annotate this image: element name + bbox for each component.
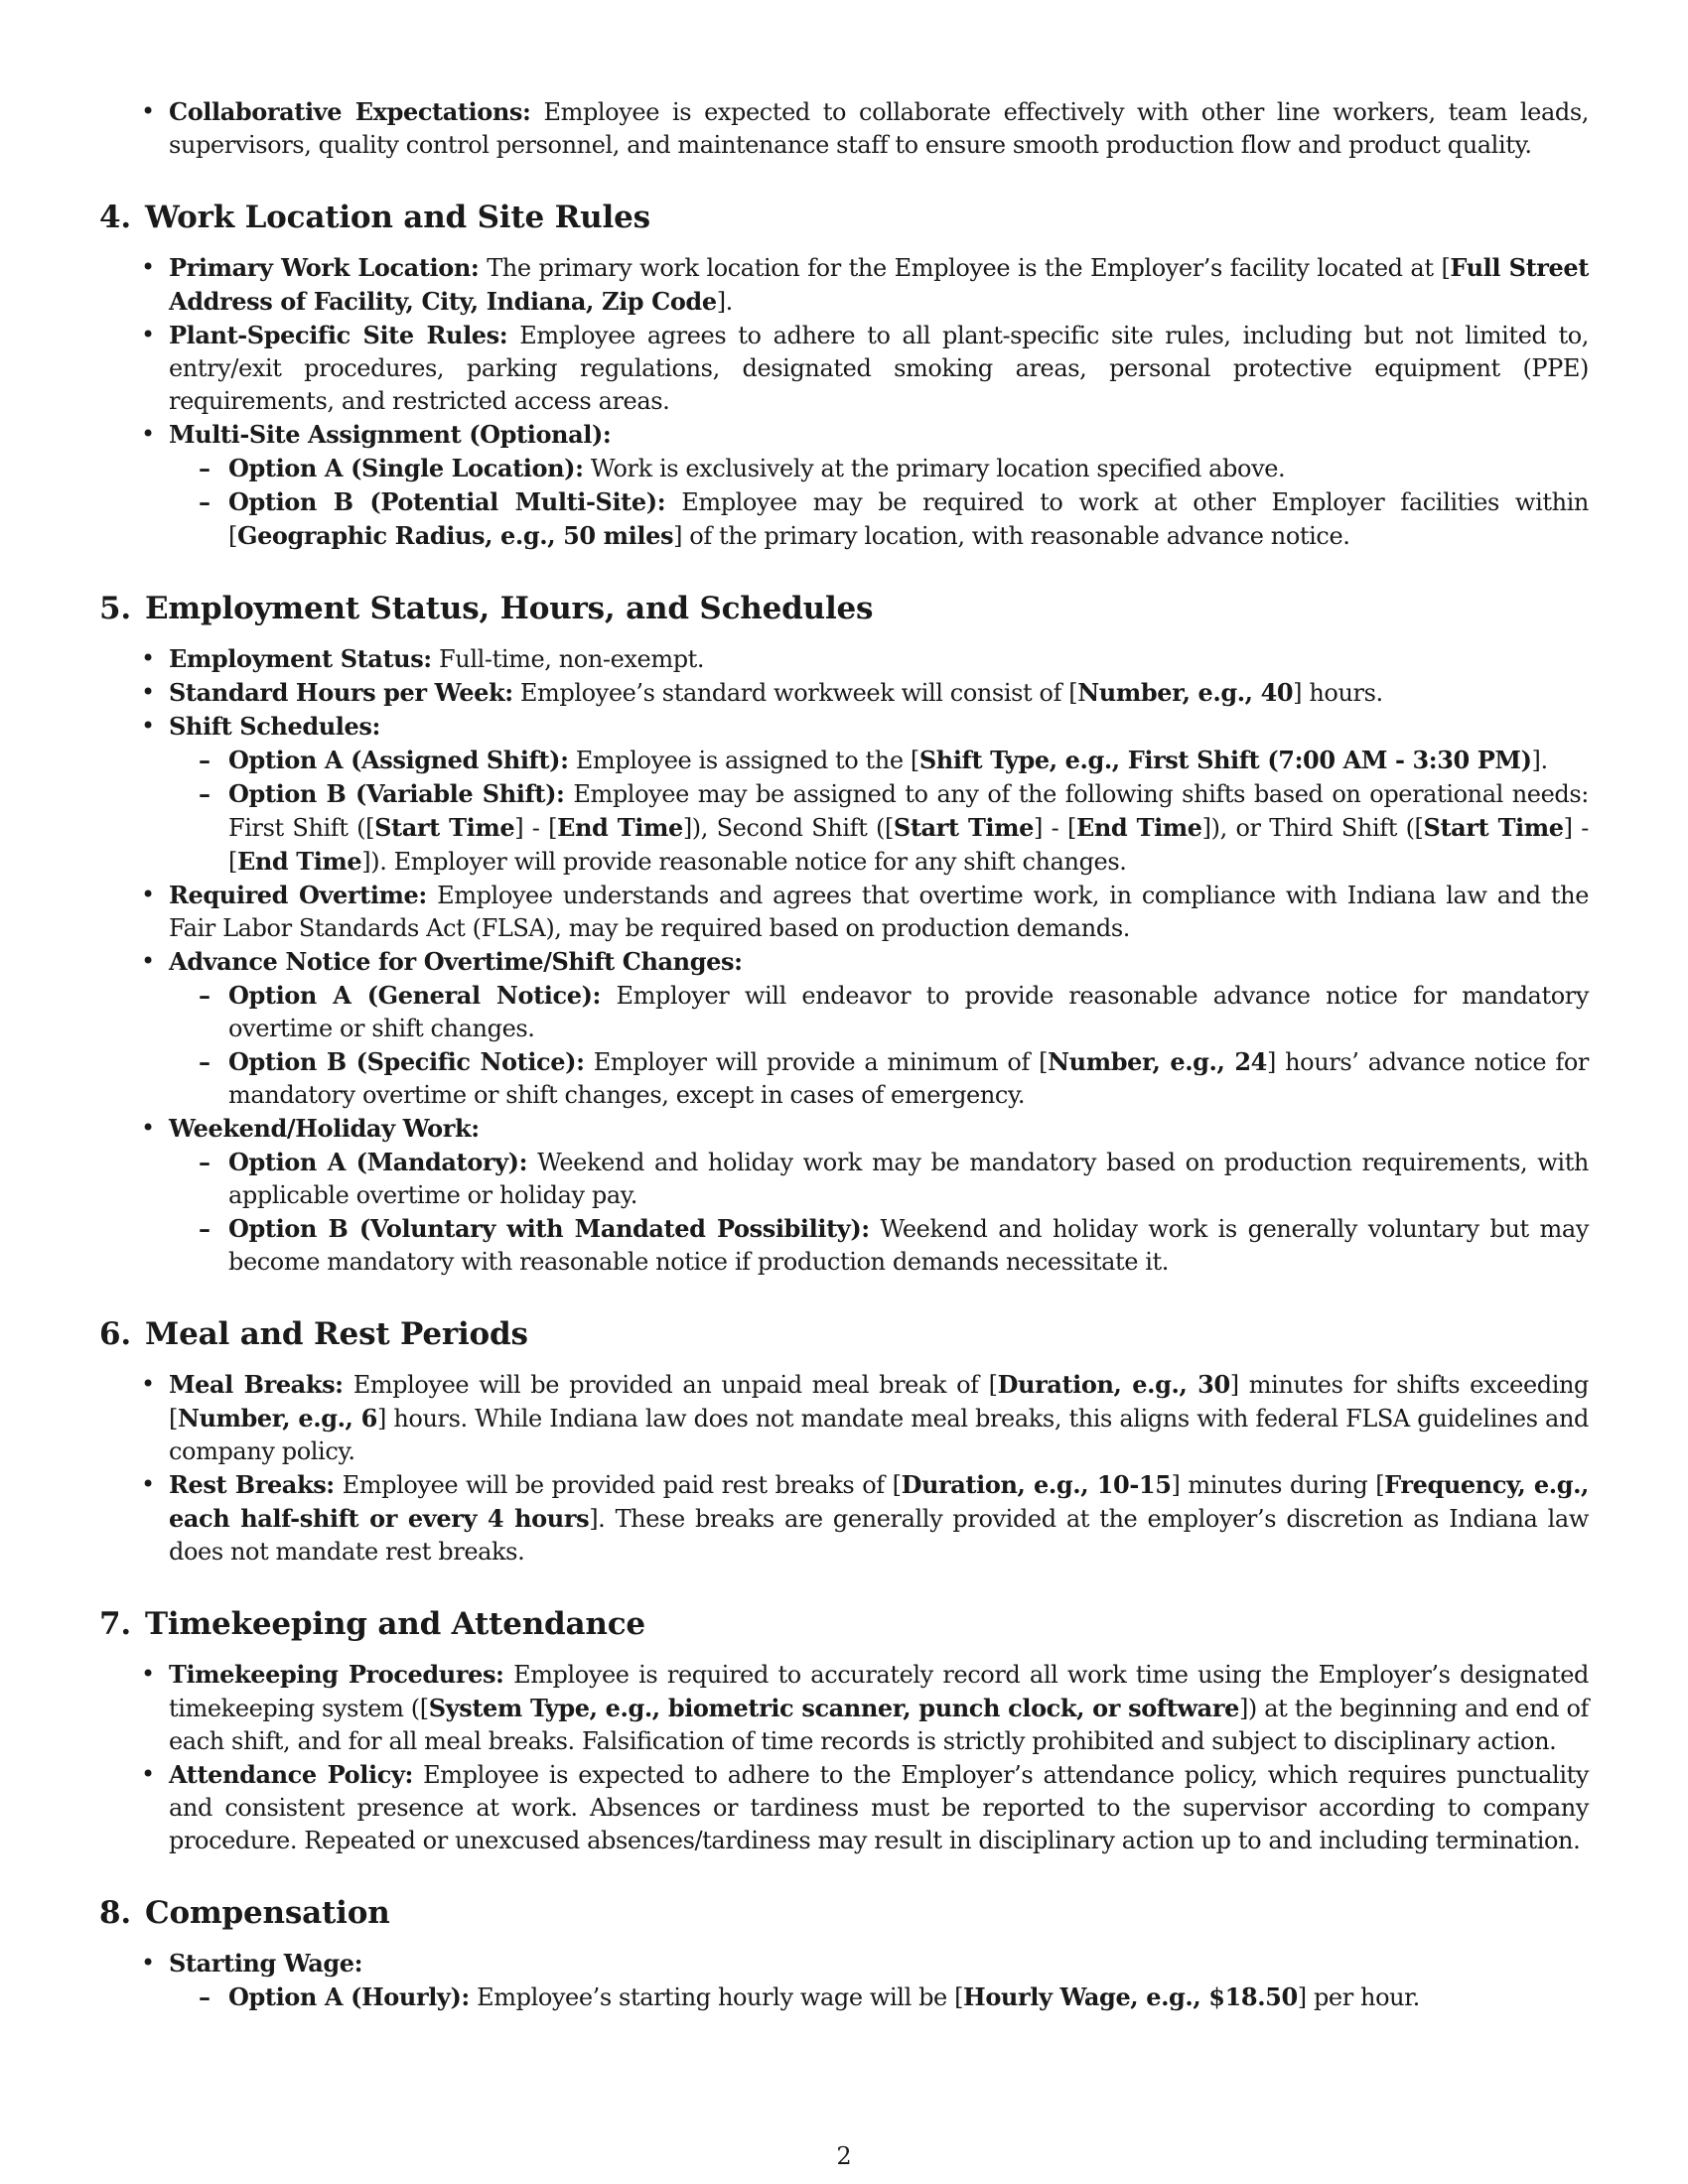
- bullet-list: [99, 1658, 1589, 1857]
- section-heading: 7. Timekeeping and Attendance: [99, 1606, 645, 1642]
- list-item: • Required Overtime: Employee understands and agrees that overtime work, in compliance with Indiana law and the Fair Labor Standards Act (FLSA), may be required based on production demands.: [169, 879, 1589, 945]
- list-item: • Collaborative Expectations: Employee is expected to collaborate effectively with other line workers, team leads, supervisors, quality control personnel, and maintenance staff to ensure smooth production flow and product quality.: [169, 95, 1589, 162]
- section-heading: 8. Compensation: [99, 1895, 390, 1931]
- sub-list-item: – Option A (General Notice): Employer will endeavor to provide reasonable advance notice for mandatory overtime or shift changes.: [228, 979, 1589, 1045]
- sub-list: [169, 452, 1589, 553]
- section-heading: 5. Employment Status, Hours, and Schedules: [99, 591, 874, 626]
- sub-list: [169, 1146, 1589, 1279]
- bullet-list: [99, 251, 1589, 553]
- list-item: • Plant-Specific Site Rules: Employee agrees to adhere to all plant-specific site rules, including but not limited to, entry/exit procedures, parking regulations, designated smoking areas, personal protective equipment (PPE) requirements, and restricted access areas.: [169, 319, 1589, 418]
- bullet-list: [99, 1368, 1589, 1569]
- list-item: • Employment Status: Full-time, non-exempt.: [169, 642, 1589, 676]
- list-item: • Standard Hours per Week: Employee’s standard workweek will consist of [Number, e.g., 40] hours.: [169, 676, 1589, 710]
- sub-list-item: – Option A (Single Location): Work is exclusively at the primary location specified above.: [228, 452, 1589, 485]
- list-item: • Rest Breaks: Employee will be provided paid rest breaks of [Duration, e.g., 10-15] minutes during [Frequency, e.g., each half-shift or every 4 hours]. These breaks are generally provided at the employer’s discretion as Indiana law does not mandate rest breaks.: [169, 1468, 1589, 1569]
- page-number: 2: [836, 2142, 852, 2170]
- list-item: • Attendance Policy: Employee is expected to adhere to the Employer’s attendance policy, which requires punctuality and consistent presence at work. Absences or tardiness must be reported to the supervisor according to company procedure. Repeated or unexcused absences/tardiness may result in disciplinary action up to and including termination.: [169, 1758, 1589, 1857]
- sub-list-item: – Option A (Hourly): Employee’s starting hourly wage will be [Hourly Wage, e.g., $18.50] per hour.: [228, 1980, 1589, 2014]
- list-item: • Meal Breaks: Employee will be provided an unpaid meal break of [Duration, e.g., 30] minutes for shifts exceeding [Number, e.g., 6] hours. While Indiana law does not mandate meal breaks, this aligns with federal FLSA guidelines and company policy.: [169, 1368, 1589, 1468]
- sub-list: [169, 1980, 1589, 2014]
- list-item: • Weekend/Holiday Work: – Option A (Mandatory): Weekend and holiday work may be mandatory based on production requirements, with applicable overtime or holiday pay. – Option B (Voluntary with Mandated Possibility): Weekend and holiday work is generally voluntary but may become mandatory with reasonable notice if production demands necessitate it.: [169, 1112, 1589, 1279]
- sub-list-item: – Option B (Variable Shift): Employee may be assigned to any of the following shifts based on operational needs: First Shift ([Start Time] - [End Time]), Second Shift ([Start Time] - [End Time]), or Third Shift ([Start Time] - [End Time]). Employer will provide reasonable notice for any shift changes.: [228, 777, 1589, 879]
- section-heading: 4. Work Location and Site Rules: [99, 200, 650, 235]
- list-item: • Advance Notice for Overtime/Shift Changes: – Option A (General Notice): Employer will endeavor to provide reasonable advance notice for mandatory overtime or shift changes. – Option B (Specific Notice): Employer will provide a minimum of [Number, e.g., 24] hours’ advance notice for mandatory overtime or shift changes, except in cases of emergency.: [169, 945, 1589, 1112]
- sub-list-item: – Option B (Potential Multi-Site): Employee may be required to work at other Employer facilities within [Geographic Radius, e.g., 50 miles] of the primary location, with reasonable advance notice.: [228, 485, 1589, 553]
- sub-list: [169, 979, 1589, 1112]
- sub-list: [169, 744, 1589, 879]
- list-item: • Primary Work Location: The primary work location for the Employee is the Employer’s facility located at [Full Street Address of Facility, City, Indiana, Zip Code].: [169, 251, 1589, 319]
- list-item: • Starting Wage: – Option A (Hourly): Employee’s starting hourly wage will be [Hourly Wage, e.g., $18.50] per hour.: [169, 1947, 1589, 2014]
- bullet-list: [99, 1947, 1589, 2014]
- document-page: [99, 95, 1589, 2014]
- sub-list-item: – Option B (Specific Notice): Employer will provide a minimum of [Number, e.g., 24] hours’ advance notice for mandatory overtime or shift changes, except in cases of emergency.: [228, 1045, 1589, 1112]
- bullet-list: [99, 95, 1589, 162]
- section-heading: 6. Meal and Rest Periods: [99, 1316, 528, 1352]
- sub-list-item: – Option B (Voluntary with Mandated Possibility): Weekend and holiday work is generally voluntary but may become mandatory with reasonable notice if production demands necessitate it.: [228, 1212, 1589, 1279]
- list-item: • Timekeeping Procedures: Employee is required to accurately record all work time using the Employer’s designated timekeeping system ([System Type, e.g., biometric scanner, punch clock, or software]) at the beginning and end of each shift, and for all meal breaks. Falsification of time records is strictly prohibited and subject to disciplinary action.: [169, 1658, 1589, 1758]
- list-item: • Multi-Site Assignment (Optional): – Option A (Single Location): Work is exclusively at the primary location specified above. – Option B (Potential Multi-Site): Employee may be required to work at other Employer facilities within [Geographic Radius, e.g., 50 miles] of the primary location, with reasonable advance notice.: [169, 418, 1589, 553]
- sub-list-item: – Option A (Mandatory): Weekend and holiday work may be mandatory based on production requirements, with applicable overtime or holiday pay.: [228, 1146, 1589, 1212]
- sub-list-item: – Option A (Assigned Shift): Employee is assigned to the [Shift Type, e.g., First Shift (7:00 AM - 3:30 PM)].: [228, 744, 1589, 777]
- list-item: • Shift Schedules: – Option A (Assigned Shift): Employee is assigned to the [Shift Type, e.g., First Shift (7:00 AM - 3:30 PM)]. – Option B (Variable Shift): Employee may be assigned to any of the following shifts based on operational needs: First Shift ([Start Time] - [End Time]), Second Shift ([Start Time] - [End Time]), or Third Shift ([Start Time] - [End Time]). Employer will provide reasonable notice for any shift changes.: [169, 710, 1589, 879]
- bullet-list: [99, 642, 1589, 1279]
